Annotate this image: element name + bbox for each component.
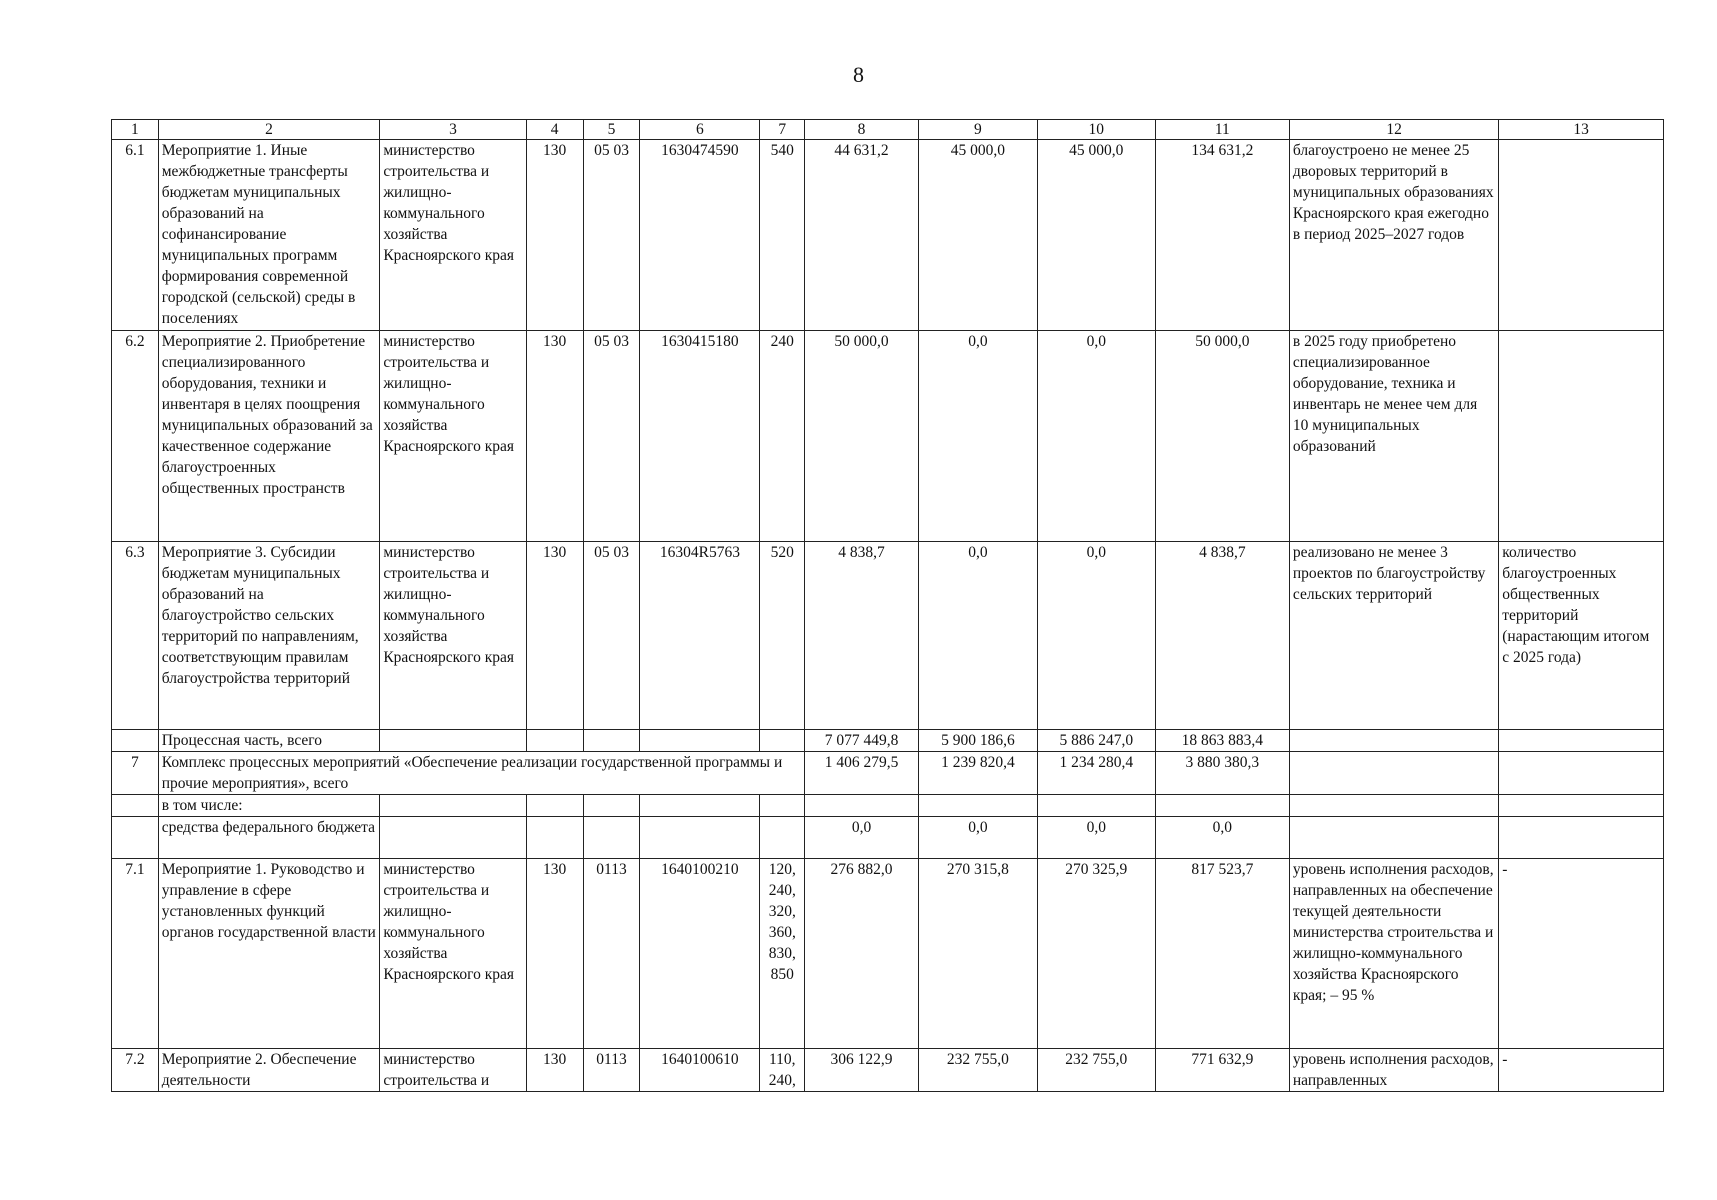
- cell-code: 130: [526, 859, 583, 1049]
- activity-name: в том числе:: [158, 795, 380, 817]
- responsible-org: министерство строительства и: [380, 1049, 526, 1092]
- empty-cell: [1499, 817, 1664, 859]
- table-row: [112, 331, 1664, 542]
- column-header: 6: [640, 120, 760, 140]
- cell-section: 0113: [583, 859, 640, 1049]
- row-number: 6.1: [112, 140, 159, 331]
- activity-name: средства федерального бюджета: [158, 817, 380, 859]
- page-number: 8: [853, 62, 864, 87]
- responsible-org: министерство строительства и жилищно-коммунального хозяйства Красноярского края: [380, 542, 526, 730]
- cell-target-article: 1640100610: [640, 1049, 760, 1092]
- cell-year-3: 0,0: [1037, 542, 1155, 730]
- cell-year-1: 44 631,2: [805, 140, 919, 331]
- column-header: 12: [1289, 120, 1498, 140]
- column-header: 1: [112, 120, 159, 140]
- cell-year-1: 50 000,0: [805, 331, 919, 542]
- empty-cell: [583, 730, 640, 752]
- row-number: 7.1: [112, 859, 159, 1049]
- complex-row: [112, 752, 1664, 795]
- cell-year-1: 4 838,7: [805, 542, 919, 730]
- empty-cell: [1289, 817, 1498, 859]
- activity-name: Мероприятие 2. Обеспечение деятельности: [158, 1049, 380, 1092]
- cell-year-3: 270 325,9: [1037, 859, 1155, 1049]
- row-number: 7.2: [112, 1049, 159, 1092]
- column-header: 4: [526, 120, 583, 140]
- cell-total: 771 632,9: [1155, 1049, 1289, 1092]
- row-number: 6.2: [112, 331, 159, 542]
- cell-year-3: 0,0: [1037, 331, 1155, 542]
- empty-cell: [640, 730, 760, 752]
- cell-year-1: 7 077 449,8: [805, 730, 919, 752]
- expected-result: реализовано не менее 3 проектов по благоустройству сельских территорий: [1289, 542, 1498, 730]
- cell-code: 130: [526, 331, 583, 542]
- cell-section: 05 03: [583, 140, 640, 331]
- column-header: 2: [158, 120, 380, 140]
- expected-result: благоустроено не менее 25 дворовых территорий в муниципальных образованиях Красноярского края ежегодно в период 2025–2027 годов: [1289, 140, 1498, 331]
- expected-result: уровень исполнения расходов, направленных: [1289, 1049, 1498, 1092]
- column-header: 7: [760, 120, 805, 140]
- cell-total: 4 838,7: [1155, 542, 1289, 730]
- cell-expense-type: 540: [760, 140, 805, 331]
- empty-cell: [1499, 795, 1664, 817]
- empty-cell: [1289, 752, 1498, 795]
- cell-year-1: 306 122,9: [805, 1049, 919, 1092]
- cell-code: 130: [526, 1049, 583, 1092]
- federal-budget-row: [112, 817, 1664, 859]
- row-number: 7: [112, 752, 159, 795]
- cell-year-3: 232 755,0: [1037, 1049, 1155, 1092]
- indicator: [1499, 331, 1664, 542]
- responsible-org: министерство строительства и жилищно-коммунального хозяйства Красноярского края: [380, 331, 526, 542]
- empty-cell: [760, 795, 805, 817]
- empty-cell: [583, 817, 640, 859]
- empty-cell: [805, 795, 919, 817]
- activity-name: Мероприятие 2. Приобретение специализированного оборудования, техники и инвентаря в целях поощрения муниципальных образований за качественное содержание благоустроенных общественных пространств: [158, 331, 380, 542]
- cell-year-2: 5 900 186,6: [918, 730, 1037, 752]
- empty-cell: [640, 817, 760, 859]
- cell-year-3: 5 886 247,0: [1037, 730, 1155, 752]
- cell-year-1: 0,0: [805, 817, 919, 859]
- empty-cell: [1499, 752, 1664, 795]
- empty-cell: [1289, 795, 1498, 817]
- column-header-row: [112, 120, 1664, 140]
- indicator: -: [1499, 1049, 1664, 1092]
- empty-cell: [112, 817, 159, 859]
- empty-cell: [380, 795, 526, 817]
- cell-expense-type: 120, 240, 320, 360, 830, 850: [760, 859, 805, 1049]
- empty-cell: [1499, 730, 1664, 752]
- cell-year-1: 276 882,0: [805, 859, 919, 1049]
- cell-total: 0,0: [1155, 817, 1289, 859]
- cell-section: 0113: [583, 1049, 640, 1092]
- expected-result: в 2025 году приобретено специализированное оборудование, техника и инвентарь не менее чем для 10 муниципальных образований: [1289, 331, 1498, 542]
- table-row: [112, 542, 1664, 730]
- empty-cell: [112, 730, 159, 752]
- cell-total: 817 523,7: [1155, 859, 1289, 1049]
- cell-total: 18 863 883,4: [1155, 730, 1289, 752]
- process-total-row: [112, 730, 1664, 752]
- indicator: количество благоустроенных общественных территорий (нарастающим итогом с 2025 года): [1499, 542, 1664, 730]
- column-header: 10: [1037, 120, 1155, 140]
- responsible-org: министерство строительства и жилищно-коммунального хозяйства Красноярского края: [380, 859, 526, 1049]
- cell-year-3: 0,0: [1037, 817, 1155, 859]
- column-header: 3: [380, 120, 526, 140]
- cell-year-3: 45 000,0: [1037, 140, 1155, 331]
- cell-section: 05 03: [583, 542, 640, 730]
- column-header: 11: [1155, 120, 1289, 140]
- cell-year-2: 0,0: [918, 542, 1037, 730]
- empty-cell: [583, 795, 640, 817]
- activity-name: Мероприятие 1. Иные межбюджетные трансферты бюджетам муниципальных образований на софинансирование муниципальных программ формирования современной городской (сельской) среды в поселениях: [158, 140, 380, 331]
- indicator: [1499, 140, 1664, 331]
- column-header: 5: [583, 120, 640, 140]
- responsible-org: министерство строительства и жилищно-коммунального хозяйства Красноярского края: [380, 140, 526, 331]
- cell-year-2: 270 315,8: [918, 859, 1037, 1049]
- cell-year-2: 1 239 820,4: [918, 752, 1037, 795]
- cell-year-2: 0,0: [918, 817, 1037, 859]
- empty-cell: [112, 795, 159, 817]
- cell-expense-type: 240: [760, 331, 805, 542]
- cell-year-2: 232 755,0: [918, 1049, 1037, 1092]
- budget-table: [111, 119, 1664, 1092]
- empty-cell: [1289, 730, 1498, 752]
- cell-code: 130: [526, 140, 583, 331]
- empty-cell: [380, 730, 526, 752]
- empty-cell: [918, 795, 1037, 817]
- cell-year-1: 1 406 279,5: [805, 752, 919, 795]
- table-row: [112, 140, 1664, 331]
- activity-name: Мероприятие 1. Руководство и управление в сфере установленных функций органов государственной власти: [158, 859, 380, 1049]
- cell-target-article: 1630415180: [640, 331, 760, 542]
- cell-target-article: 16304R5763: [640, 542, 760, 730]
- cell-total: 134 631,2: [1155, 140, 1289, 331]
- expected-result: уровень исполнения расходов, направленных на обеспечение текущей деятельности министерства строительства и жилищно-коммунального хозяйства Красноярского края; – 95 %: [1289, 859, 1498, 1049]
- empty-cell: [526, 795, 583, 817]
- cell-code: 130: [526, 542, 583, 730]
- empty-cell: [526, 730, 583, 752]
- cell-year-3: 1 234 280,4: [1037, 752, 1155, 795]
- column-header: 8: [805, 120, 919, 140]
- cell-year-2: 0,0: [918, 331, 1037, 542]
- indicator: -: [1499, 859, 1664, 1049]
- empty-cell: [1037, 795, 1155, 817]
- empty-cell: [1155, 795, 1289, 817]
- empty-cell: [760, 730, 805, 752]
- including-row: [112, 795, 1664, 817]
- row-number: 6.3: [112, 542, 159, 730]
- table-row: [112, 859, 1664, 1049]
- cell-expense-type: 520: [760, 542, 805, 730]
- activity-name: Мероприятие 3. Субсидии бюджетам муниципальных образований на благоустройство сельских территорий по направлениям, соответствующим правилам благоустройства территорий: [158, 542, 380, 730]
- empty-cell: [526, 817, 583, 859]
- cell-total: 50 000,0: [1155, 331, 1289, 542]
- activity-name: Процессная часть, всего: [158, 730, 380, 752]
- empty-cell: [760, 817, 805, 859]
- cell-total: 3 880 380,3: [1155, 752, 1289, 795]
- column-header: 13: [1499, 120, 1664, 140]
- cell-target-article: 1630474590: [640, 140, 760, 331]
- empty-cell: [640, 795, 760, 817]
- empty-cell: [380, 817, 526, 859]
- cell-target-article: 1640100210: [640, 859, 760, 1049]
- activity-name: Комплекс процессных мероприятий «Обеспечение реализации государственной программы и прочие мероприятия», всего: [158, 752, 804, 795]
- cell-year-2: 45 000,0: [918, 140, 1037, 331]
- table-row: [112, 1049, 1664, 1092]
- cell-expense-type: 110, 240,: [760, 1049, 805, 1092]
- column-header: 9: [918, 120, 1037, 140]
- cell-section: 05 03: [583, 331, 640, 542]
